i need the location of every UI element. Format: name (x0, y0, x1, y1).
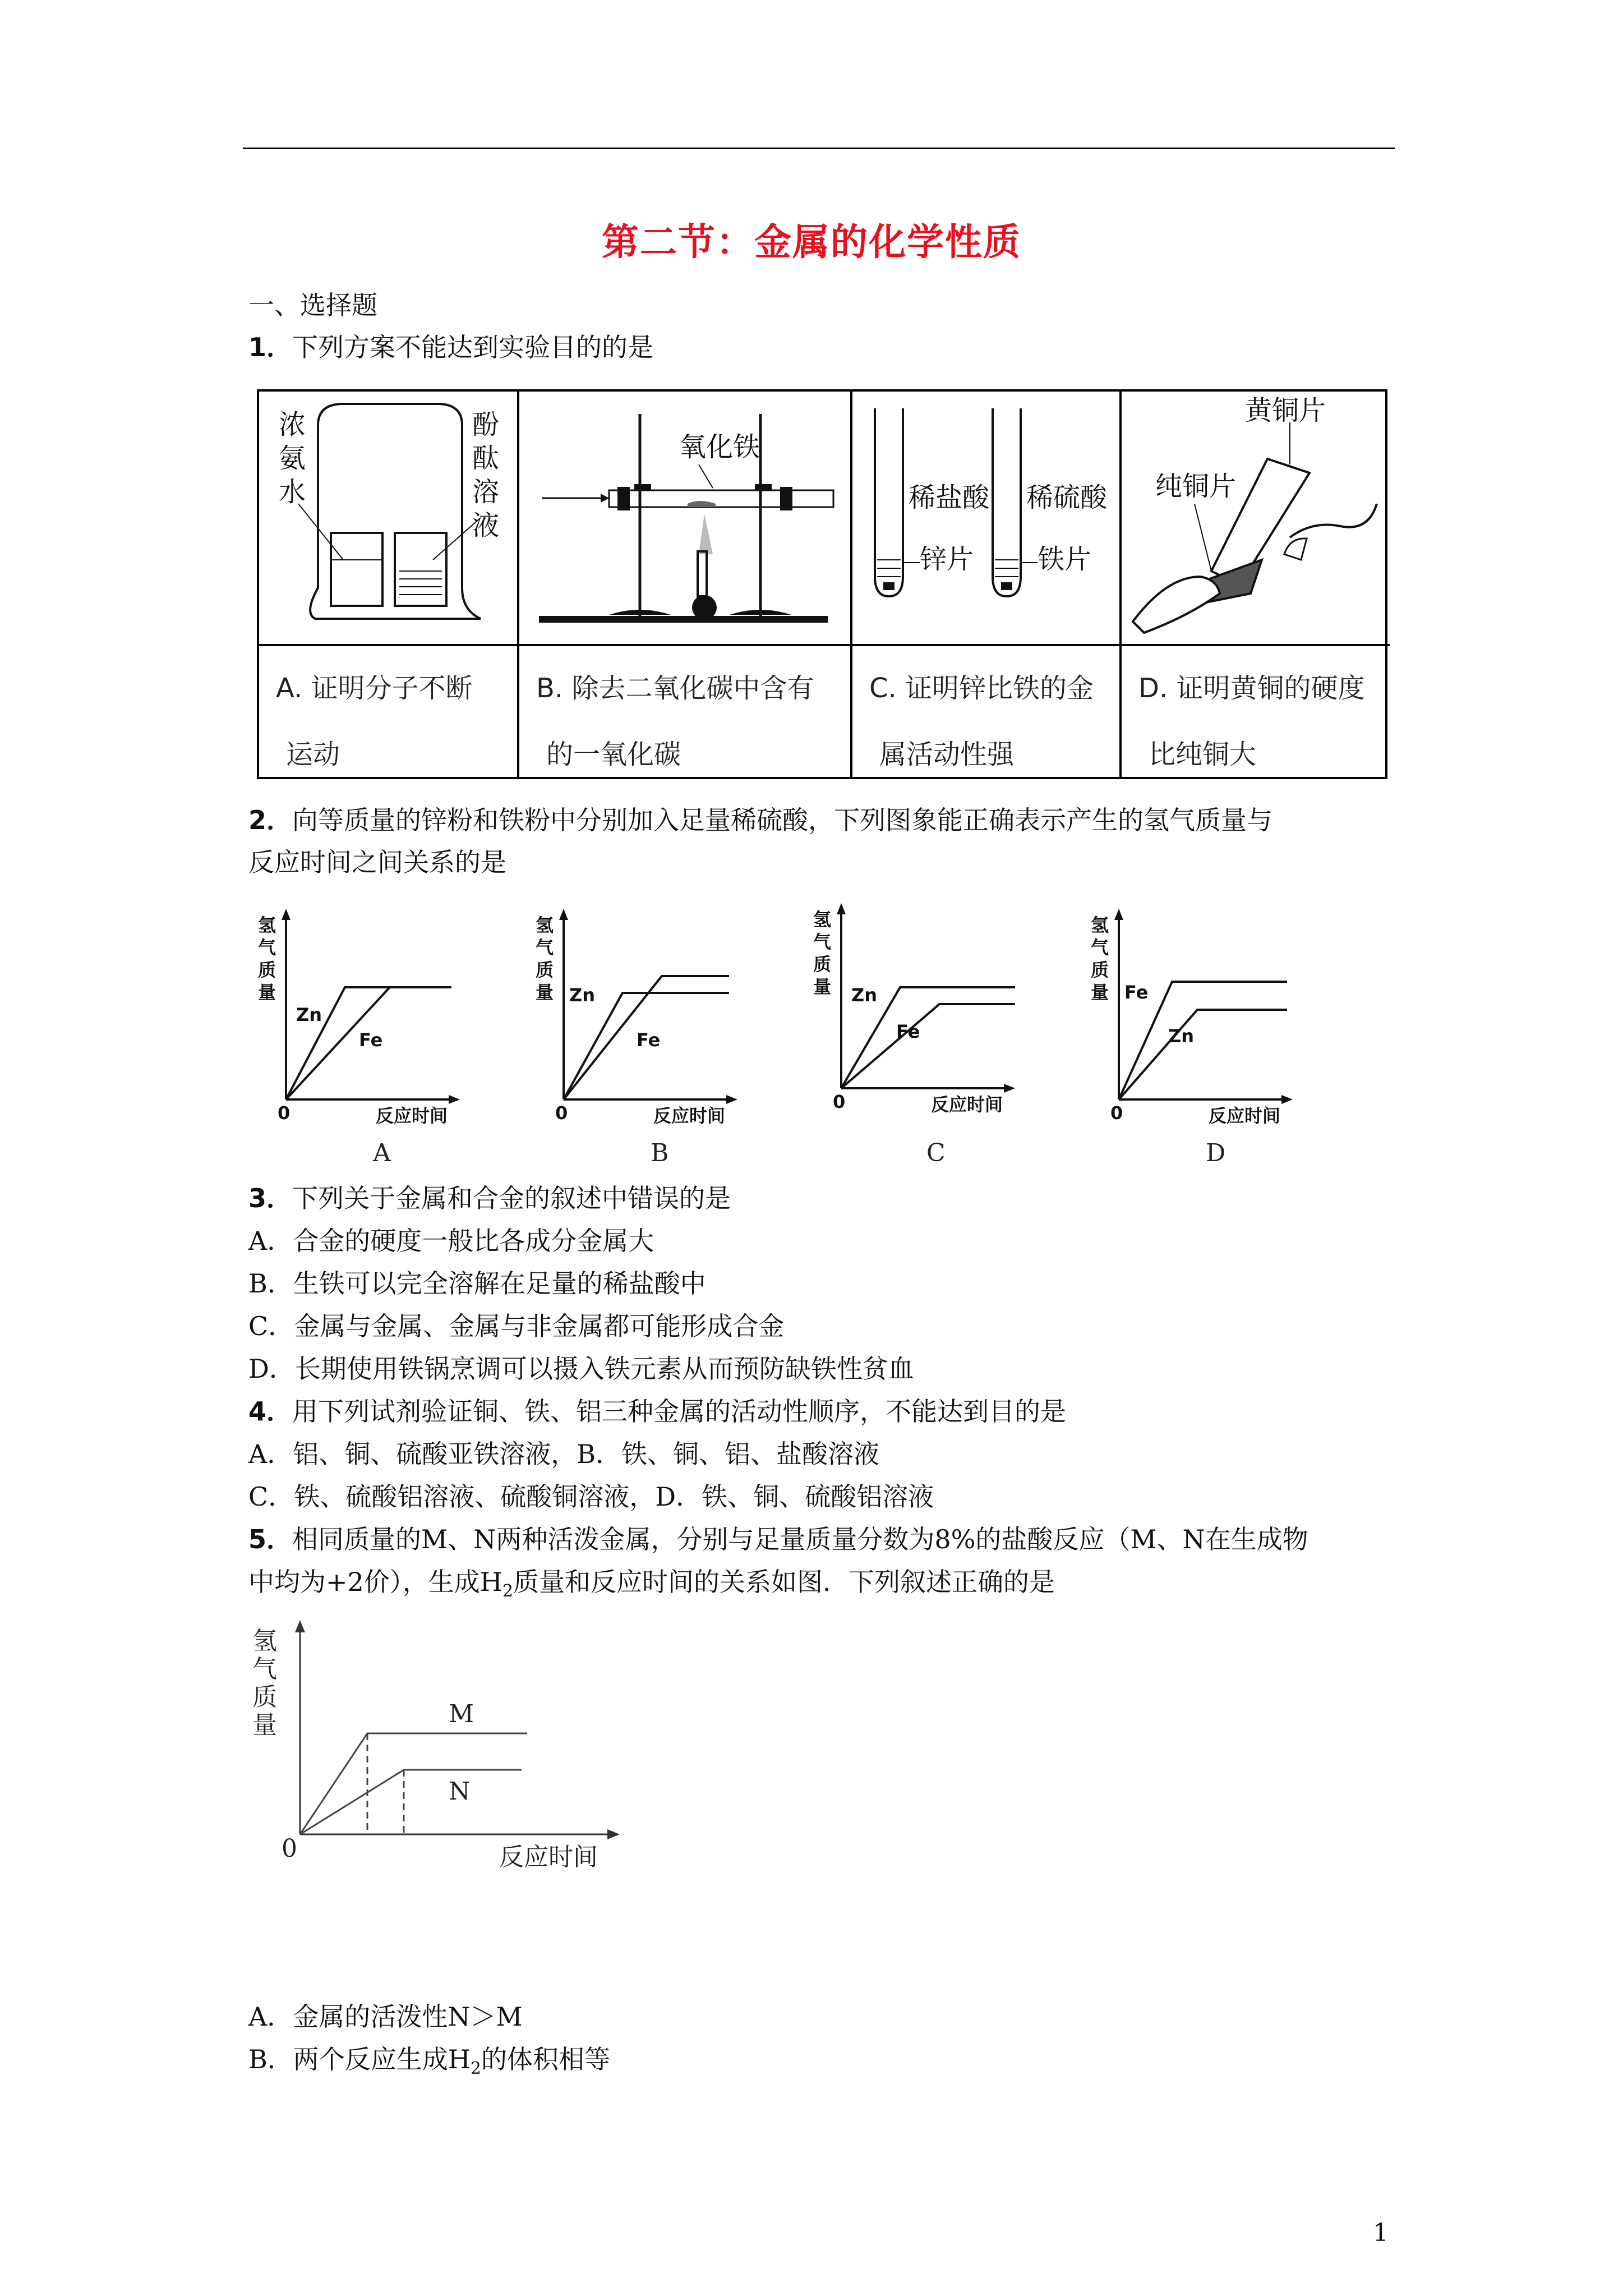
graph-b (536, 909, 737, 1167)
label-pure-copper: 纯铜片 (1155, 471, 1237, 502)
question-text: 相同质量的M、N两种活泼金属，分别与足量质量分数为8%的盐酸反应（M、N在生成物 (292, 1524, 1308, 1554)
question-number: 3． (248, 1183, 293, 1213)
q3-option-d: D．长期使用铁锅烹调可以摄入铁元素从而预防缺铁性贫血 (248, 1354, 914, 1384)
svg-text:量: 量 (536, 982, 554, 1003)
caption-d: D. 证明黄铜的硬度 比纯铜大 (1138, 673, 1365, 770)
label-brass: 黄铜片 (1245, 395, 1326, 426)
question-5-stem (248, 1523, 1308, 1556)
bell-jar-diagram (259, 392, 517, 642)
page-title: 第二节：金属的化学性质 (602, 220, 1021, 264)
page-number: 1 (1373, 2219, 1389, 2247)
graph-letter: D (1206, 1139, 1226, 1167)
question-3-stem (248, 1182, 731, 1214)
svg-text:0: 0 (278, 1102, 291, 1124)
graph-d (1091, 909, 1293, 1167)
svg-text:气: 气 (1091, 937, 1109, 958)
graph-c (813, 903, 1015, 1167)
reduction-apparatus-figure (519, 392, 850, 646)
question-text: 用下列试剂验证铜、铁、铝三种金属的活动性顺序，不能达到目的是 (292, 1396, 1067, 1427)
svg-text:0: 0 (282, 1834, 297, 1863)
series-label-upper: Zn (296, 1004, 322, 1025)
svg-text:氢: 氢 (1091, 914, 1109, 936)
svg-text:气: 气 (258, 937, 276, 958)
question-text: 下列方案不能达到实验目的的是 (292, 332, 654, 362)
q5-option-b: B．两个反应生成$H_2$的体积相等 (248, 2044, 611, 2079)
beaker-bell-jar-figure (259, 392, 517, 646)
svg-text:0: 0 (555, 1102, 568, 1124)
graph-letter: C (926, 1139, 946, 1167)
question-text: 向等质量的锌粉和铁粉中分别加入足量稀硫酸，下列图象能正确表示产生的氢气质量与 (292, 805, 1273, 835)
label-tai: 酞 (472, 443, 500, 474)
question-2-stem (248, 804, 1272, 836)
series-label-lower: Fe (896, 1021, 920, 1042)
label-dilute-h2so4: 稀硫酸 (1026, 482, 1108, 513)
svg-text:质: 质 (813, 954, 832, 975)
series-label-upper: Fe (1124, 982, 1149, 1003)
svg-text:质: 质 (1091, 959, 1109, 981)
caption-b: B. 除去二氧化碳中含有 的一氧化碳 (536, 673, 814, 770)
acid-tubes-diagram (852, 392, 1119, 642)
question-number: 1． (248, 332, 293, 362)
svg-text:反应时间: 反应时间 (376, 1105, 448, 1126)
question-number: 4． (248, 1396, 293, 1427)
series-label-lower: Fe (637, 1029, 661, 1051)
graph-letter: A (373, 1139, 391, 1167)
q3-option-a: A．合金的硬度一般比各成分金属大 (248, 1226, 654, 1256)
q5-option-a: A．金属的活泼性N＞M (248, 2001, 523, 2032)
svg-text:量: 量 (813, 976, 832, 997)
series-label-n: N (449, 1777, 471, 1806)
svg-text:气: 气 (813, 931, 832, 953)
label-fen: 酚 (472, 409, 500, 440)
q4-options-ab: A．铝、铜、硫酸亚铁溶液，B．铁、铜、铝、盐酸溶液 (248, 1439, 880, 1469)
svg-text:质: 质 (258, 959, 276, 981)
experiment-cell-d (1122, 392, 1390, 777)
series-label-lower: Zn (1168, 1025, 1194, 1047)
section-heading: 一、选择题 (248, 290, 377, 320)
svg-text:氢: 氢 (536, 914, 554, 936)
q2-graph-options (247, 898, 1391, 1178)
svg-text:反应时间: 反应时间 (499, 1843, 598, 1871)
label-shui: 水 (279, 476, 306, 508)
svg-text:量: 量 (258, 982, 276, 1003)
graph-a (258, 909, 460, 1167)
q3-option-c: C．金属与金属、金属与非金属都可能形成合金 (248, 1311, 785, 1341)
svg-text:量: 量 (252, 1711, 277, 1740)
experiment-cell-c (852, 392, 1122, 777)
label-an: 氨 (279, 443, 306, 474)
svg-text:氢: 氢 (258, 914, 276, 936)
question-number: 2． (248, 805, 293, 835)
label-iron-oxide: 氧化铁 (679, 431, 760, 463)
graph-letter: B (651, 1139, 669, 1167)
svg-text:氢: 氢 (813, 909, 832, 930)
svg-text:量: 量 (1091, 982, 1109, 1003)
label-nong: 浓 (279, 409, 306, 440)
question-2-stem-cont: 反应时间之间关系的是 (248, 847, 506, 877)
question-number: 5． (248, 1524, 293, 1554)
label-dilute-hcl: 稀盐酸 (909, 482, 990, 513)
iron-oxide-tube-diagram (519, 392, 850, 642)
label-rong: 溶 (472, 476, 500, 508)
question-4-stem (248, 1395, 1066, 1428)
svg-text:反应时间: 反应时间 (1209, 1105, 1281, 1126)
label-ye: 液 (472, 510, 500, 541)
svg-text:0: 0 (1110, 1102, 1123, 1124)
caption-c: C. 证明锌比铁的金 属活动性强 (869, 673, 1094, 770)
series-label-m: M (449, 1700, 474, 1728)
q4-options-cd: C．铁、硫酸铝溶液、硫酸铜溶液，D．铁、铜、硫酸铝溶液 (248, 1481, 934, 1512)
svg-text:反应时间: 反应时间 (653, 1105, 726, 1126)
svg-text:0: 0 (833, 1091, 846, 1112)
series-label-upper: Zn (851, 984, 877, 1006)
q3-option-b: B．生铁可以完全溶解在足量的稀盐酸中 (248, 1268, 706, 1299)
header-rule (243, 148, 1395, 149)
svg-text:反应时间: 反应时间 (931, 1094, 1003, 1115)
label-iron: 铁片 (1038, 544, 1092, 575)
q5-hydrogen-graph (247, 1610, 651, 1879)
question-5-stem-cont: 中均为+2价），生成$H_2$质量和反应时间的关系如图．下列叙述正确的是 (248, 1567, 1055, 1602)
scratch-test-figure (1122, 392, 1390, 646)
test-tubes-figure (852, 392, 1119, 646)
experiment-table (257, 389, 1387, 779)
svg-text:质: 质 (252, 1683, 277, 1711)
question-text: 下列关于金属和合金的叙述中错误的是 (292, 1183, 731, 1213)
series-label-lower: Fe (359, 1029, 383, 1051)
caption-a: A. 证明分子不断 运动 (276, 673, 473, 770)
svg-text:气: 气 (536, 937, 554, 958)
label-zinc: 锌片 (920, 544, 974, 575)
brass-copper-scratch-diagram (1122, 392, 1387, 642)
svg-text:氢: 氢 (252, 1627, 277, 1655)
experiment-cell-b (519, 392, 852, 777)
question-1-stem (248, 331, 653, 364)
svg-text:气: 气 (252, 1655, 277, 1683)
series-label-upper: Zn (569, 984, 595, 1006)
experiment-cell-a (259, 392, 519, 777)
svg-text:质: 质 (536, 959, 554, 981)
